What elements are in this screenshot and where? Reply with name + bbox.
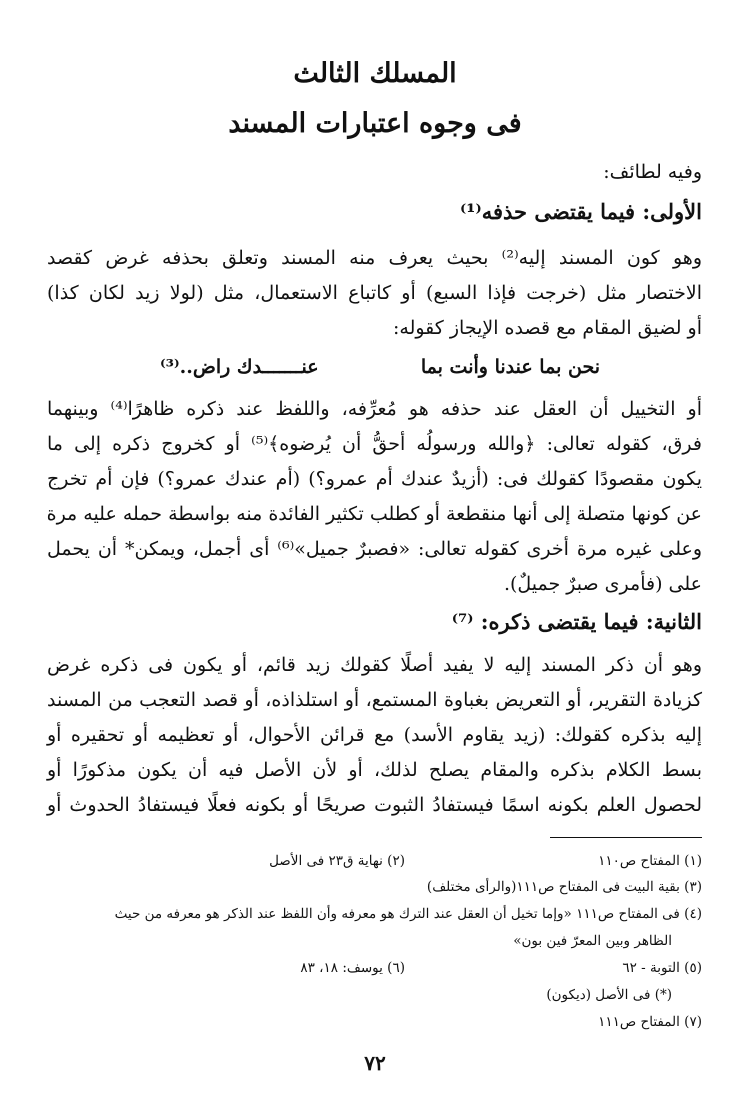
body-line: لحصول العلم بكونه اسمًا فيستفادُ الثبوت صريحًا أو بكونه فعلًا فيستفادُ الحدوث أو — [47, 794, 702, 816]
body-line: يكون مقصودًا كقولك فى: (أزيدٌ عندك أم عمرو؟) (أم عندك عمرو؟) فإن أم تخرج — [47, 468, 702, 490]
footnote: (٦) يوسف: ١٨، ٨٣ — [300, 960, 405, 976]
poetry-verse — [160, 352, 600, 382]
intro-line: وفيه لطائف: — [603, 161, 702, 183]
body-line: الاختصار مثل (خرجت فإذا السبع) أو كاتباع الاستعمال، مثل (لولا زيد لكان كذا) — [47, 282, 702, 304]
body-line: وهو كون المسند إليه⁽²⁾ بحيث يعرف منه المسند وتعلق بحذفه غرض كقصد — [47, 247, 702, 269]
body-line: على (فأمرى صبرٌ جميلٌ). — [503, 573, 702, 595]
body-line: وعلى غيره مرة أخرى كقوله تعالى: «فصبرٌ جميل»⁽⁶⁾ أى أجمل، ويمكن* أن يحمل — [47, 538, 703, 560]
body-line: وهو أن ذكر المسند إليه لا يفيد أصلًا كقولك زيد قائم، أو يكون فى ذكره غرض — [47, 654, 702, 676]
body-line: فرق، كقوله تعالى: ﴿والله ورسولُه أحقُّ أن يُرضوه﴾⁽⁵⁾ أو كخروج ذكره إلى ما — [47, 433, 702, 455]
verse-second-hemistich: عنـــــــدك راض..⁽³⁾ — [160, 356, 319, 378]
footnote: (٧) المفتاح ص١١١ — [598, 1014, 702, 1030]
body-line: أو التخييل أن العقل عند حذفه هو مُعرِّفه، واللفظ عند ذكره ظاهرًا⁽⁴⁾ وبينهما — [47, 398, 702, 420]
page-number: ٧٢ — [364, 1051, 386, 1075]
footnote-divider — [550, 837, 702, 838]
verse-first-hemistich: نحن بما عندنا وأنت بما — [420, 356, 600, 378]
chapter-title: المسلك الثالث — [293, 58, 457, 89]
section2-heading: الثانية: فيما يقتضى ذكره: ⁽⁷⁾ — [451, 609, 702, 634]
footnote: (٣) بقية البيت فى المفتاح ص١١١(والرأى مختلف) — [426, 879, 702, 895]
body-line: أو لضيق المقام مع قصده الإيجاز كقوله: — [392, 317, 702, 339]
body-line: إليه بذكره كقولك: (زيد يقاوم الأسد) مع قرائن الأحوال، أو تعظيمه أو تحقيره أو — [47, 724, 702, 746]
body-line: كزيادة التقرير، أو التعريض بغباوة المستمع، أو استلذاذه، أو قصد التعجب من المسند — [47, 689, 702, 711]
section1-heading: الأولى: فيما يقتضى حذفه⁽¹⁾ — [460, 199, 702, 224]
footnote: (١) المفتاح ص١١٠ — [598, 853, 702, 869]
body-line: عن كونها متصلة إلى أنها منقطعة أو كطلب تكثير الفائدة منه بواسطة حمله عليه مرة — [46, 503, 702, 525]
footnote: (*) فى الأصل (ديكون) — [546, 987, 672, 1003]
footnote: (٤) فى المفتاح ص١١١ «وإما تخيل أن العقل عند الترك هو معرفه وأن اللفظ عند الذكر هو معرفه من حيث — [114, 906, 702, 922]
footnote: (٢) نهاية ق٢٣ فى الأصل — [269, 853, 405, 869]
body-line: بسط الكلام بذكره والمقام يصلح لذلك، أو لأن الأصل فيه أن يكون مذكورًا أو — [47, 759, 702, 781]
footnote: (٥) التوبة - ٦٢ — [622, 960, 702, 976]
chapter-subtitle: فى وجوه اعتبارات المسند — [228, 108, 522, 139]
footnote: الظاهر وبين المعرّ فين بون» — [513, 933, 672, 949]
